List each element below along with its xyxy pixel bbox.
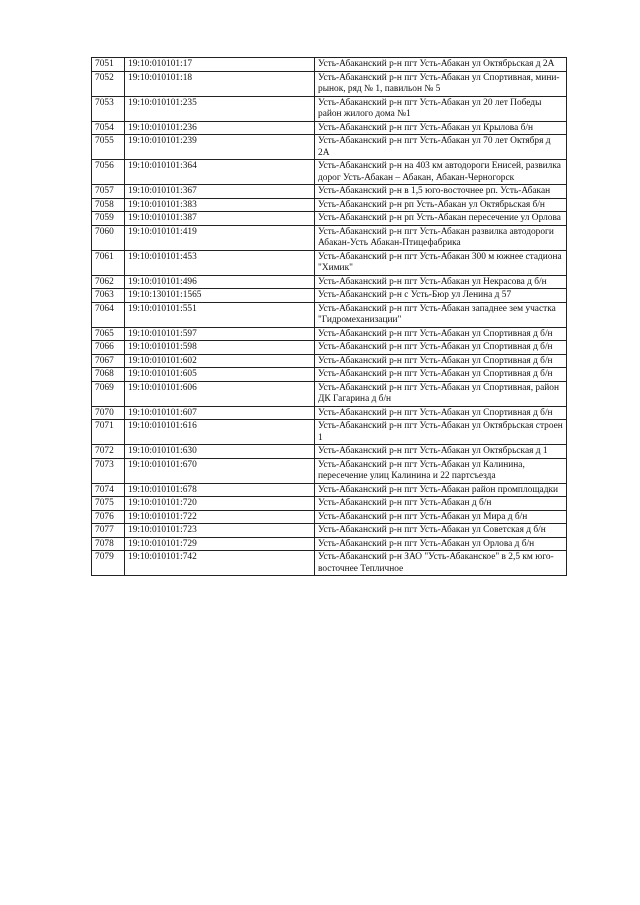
address-cell: Усть-Абаканский р-н пгт Усть-Абакан ул Калинина, пересечение улиц Калинина и 22 партсъезда [315,458,567,483]
row-number-cell: 7066 [92,341,125,355]
cadastral-number-cell: 19:10:010101:236 [125,121,315,135]
row-number-cell: 7063 [92,289,125,303]
address-cell: Усть-Абаканский р-н пгт Усть-Абакан ул Октябрьская д 1 [315,445,567,459]
table-row [92,341,567,355]
cadastral-number-cell: 19:10:010101:18 [125,71,315,96]
row-number-cell: 7078 [92,537,125,551]
table-row [92,497,567,511]
table-row [92,510,567,524]
table-row [92,225,567,250]
cadastral-number-cell: 19:10:010101:607 [125,406,315,420]
address-cell: Усть-Абаканский р-н пгт Усть-Абакан ул Спортивная д б/н [315,406,567,420]
row-number-cell: 7068 [92,368,125,382]
table-row [92,289,567,303]
address-cell: Усть-Абаканский р-н пгт Усть-Абакан развилка автодороги Абакан-Усть Абакан-Птицефабрика [315,225,567,250]
row-number-cell: 7070 [92,406,125,420]
cadastral-number-cell: 19:10:010101:239 [125,135,315,160]
address-cell: Усть-Абаканский р-н пгт Усть-Абакан ул Советская д б/н [315,524,567,538]
table-row [92,458,567,483]
table-row [92,368,567,382]
address-cell: Усть-Абаканский р-н пгт Усть-Абакан ул Орлова д б/н [315,537,567,551]
row-number-cell: 7051 [92,58,125,72]
table-row [92,58,567,72]
registry-table-body [92,58,567,576]
cadastral-number-cell: 19:10:010101:606 [125,381,315,406]
cadastral-number-cell: 19:10:010101:597 [125,327,315,341]
address-cell: Усть-Абаканский р-н на 403 км автодороги Енисей, развилка дорог Усть-Абакан – Абакан, Абакан-Черногорск [315,160,567,185]
address-cell: Усть-Абаканский р-н пгт Усть-Абакан ул Некрасова д б/н [315,275,567,289]
row-number-cell: 7061 [92,250,125,275]
table-row [92,551,567,576]
cadastral-number-cell: 19:10:010101:17 [125,58,315,72]
table-row [92,212,567,226]
table-row [92,135,567,160]
address-cell: Усть-Абаканский р-н рп Усть-Абакан ул Октябрьская б/н [315,198,567,212]
cadastral-number-cell: 19:10:010101:383 [125,198,315,212]
cadastral-number-cell: 19:10:010101:598 [125,341,315,355]
row-number-cell: 7054 [92,121,125,135]
row-number-cell: 7079 [92,551,125,576]
row-number-cell: 7069 [92,381,125,406]
row-number-cell: 7065 [92,327,125,341]
address-cell: Усть-Абаканский р-н пгт Усть-Абакан ул Крылова б/н [315,121,567,135]
cadastral-number-cell: 19:10:010101:723 [125,524,315,538]
table-row [92,327,567,341]
address-cell: Усть-Абаканский р-н пгт Усть-Абакан ул Спортивная д б/н [315,341,567,355]
row-number-cell: 7056 [92,160,125,185]
table-row [92,445,567,459]
row-number-cell: 7053 [92,96,125,121]
cadastral-number-cell: 19:10:010101:720 [125,497,315,511]
table-row [92,198,567,212]
address-cell: Усть-Абаканский р-н пгт Усть-Абакан западнее зем участка "Гидромеханизации" [315,302,567,327]
cadastral-number-cell: 19:10:010101:453 [125,250,315,275]
row-number-cell: 7055 [92,135,125,160]
cadastral-number-cell: 19:10:010101:670 [125,458,315,483]
cadastral-number-cell: 19:10:010101:602 [125,354,315,368]
row-number-cell: 7058 [92,198,125,212]
table-row [92,354,567,368]
table-row [92,524,567,538]
row-number-cell: 7064 [92,302,125,327]
cadastral-number-cell: 19:10:130101:1565 [125,289,315,303]
cadastral-number-cell: 19:10:010101:729 [125,537,315,551]
table-row [92,250,567,275]
cadastral-number-cell: 19:10:010101:367 [125,185,315,199]
row-number-cell: 7057 [92,185,125,199]
address-cell: Усть-Абаканский р-н пгт Усть-Абакан ул Мира д б/н [315,510,567,524]
row-number-cell: 7062 [92,275,125,289]
table-row [92,483,567,497]
cadastral-number-cell: 19:10:010101:419 [125,225,315,250]
address-cell: Усть-Абаканский р-н пгт Усть-Абакан ул Спортивная, район ДК Гагарина д б/н [315,381,567,406]
cadastral-number-cell: 19:10:010101:742 [125,551,315,576]
address-cell: Усть-Абаканский р-н пгт Усть-Абакан д б/н [315,497,567,511]
table-row [92,185,567,199]
table-row [92,121,567,135]
address-cell: Усть-Абаканский р-н пгт Усть-Абакан ул Октябрьская строен 1 [315,420,567,445]
address-cell: Усть-Абаканский р-н пгт Усть-Абакан ул 20 лет Победы район жилого дома №1 [315,96,567,121]
address-cell: Усть-Абаканский р-н пгт Усть-Абакан район промплощадки [315,483,567,497]
table-row [92,406,567,420]
row-number-cell: 7077 [92,524,125,538]
table-row [92,537,567,551]
table-row [92,71,567,96]
table-row [92,160,567,185]
registry-table [91,57,567,576]
table-row [92,381,567,406]
address-cell: Усть-Абаканский р-н пгт Усть-Абакан ул Спортивная д б/н [315,327,567,341]
table-row [92,302,567,327]
table-row [92,96,567,121]
cadastral-number-cell: 19:10:010101:678 [125,483,315,497]
cadastral-number-cell: 19:10:010101:722 [125,510,315,524]
address-cell: Усть-Абаканский р-н в 1,5 юго-восточнее рп. Усть-Абакан [315,185,567,199]
row-number-cell: 7075 [92,497,125,511]
address-cell: Усть-Абаканский р-н с Усть-Бюр ул Ленина д 57 [315,289,567,303]
cadastral-number-cell: 19:10:010101:551 [125,302,315,327]
address-cell: Усть-Абаканский р-н пгт Усть-Абакан ул 70 лет Октября д 2А [315,135,567,160]
cadastral-number-cell: 19:10:010101:387 [125,212,315,226]
row-number-cell: 7073 [92,458,125,483]
address-cell: Усть-Абаканский р-н пгт Усть-Абакан ул Спортивная д б/н [315,354,567,368]
row-number-cell: 7059 [92,212,125,226]
row-number-cell: 7072 [92,445,125,459]
address-cell: Усть-Абаканский р-н пгт Усть-Абакан ул Спортивная д б/н [315,368,567,382]
row-number-cell: 7074 [92,483,125,497]
row-number-cell: 7076 [92,510,125,524]
address-cell: Усть-Абаканский р-н пгт Усть-Абакан 300 м южнее стадиона "Химик" [315,250,567,275]
address-cell: Усть-Абаканский р-н рп Усть-Абакан пересечение ул Орлова [315,212,567,226]
table-row [92,275,567,289]
cadastral-number-cell: 19:10:010101:605 [125,368,315,382]
cadastral-number-cell: 19:10:010101:364 [125,160,315,185]
row-number-cell: 7052 [92,71,125,96]
row-number-cell: 7071 [92,420,125,445]
cadastral-number-cell: 19:10:010101:630 [125,445,315,459]
cadastral-number-cell: 19:10:010101:235 [125,96,315,121]
row-number-cell: 7067 [92,354,125,368]
address-cell: Усть-Абаканский р-н пгт Усть-Абакан ул Спортивная, мини-рынок, ряд № 1, павильон № 5 [315,71,567,96]
cadastral-number-cell: 19:10:010101:496 [125,275,315,289]
address-cell: Усть-Абаканский р-н ЗАО "Усть-Абаканское" в 2,5 км юго-восточнее Тепличное [315,551,567,576]
table-row [92,420,567,445]
cadastral-number-cell: 19:10:010101:616 [125,420,315,445]
row-number-cell: 7060 [92,225,125,250]
address-cell: Усть-Абаканский р-н пгт Усть-Абакан ул Октябрьская д 2А [315,58,567,72]
